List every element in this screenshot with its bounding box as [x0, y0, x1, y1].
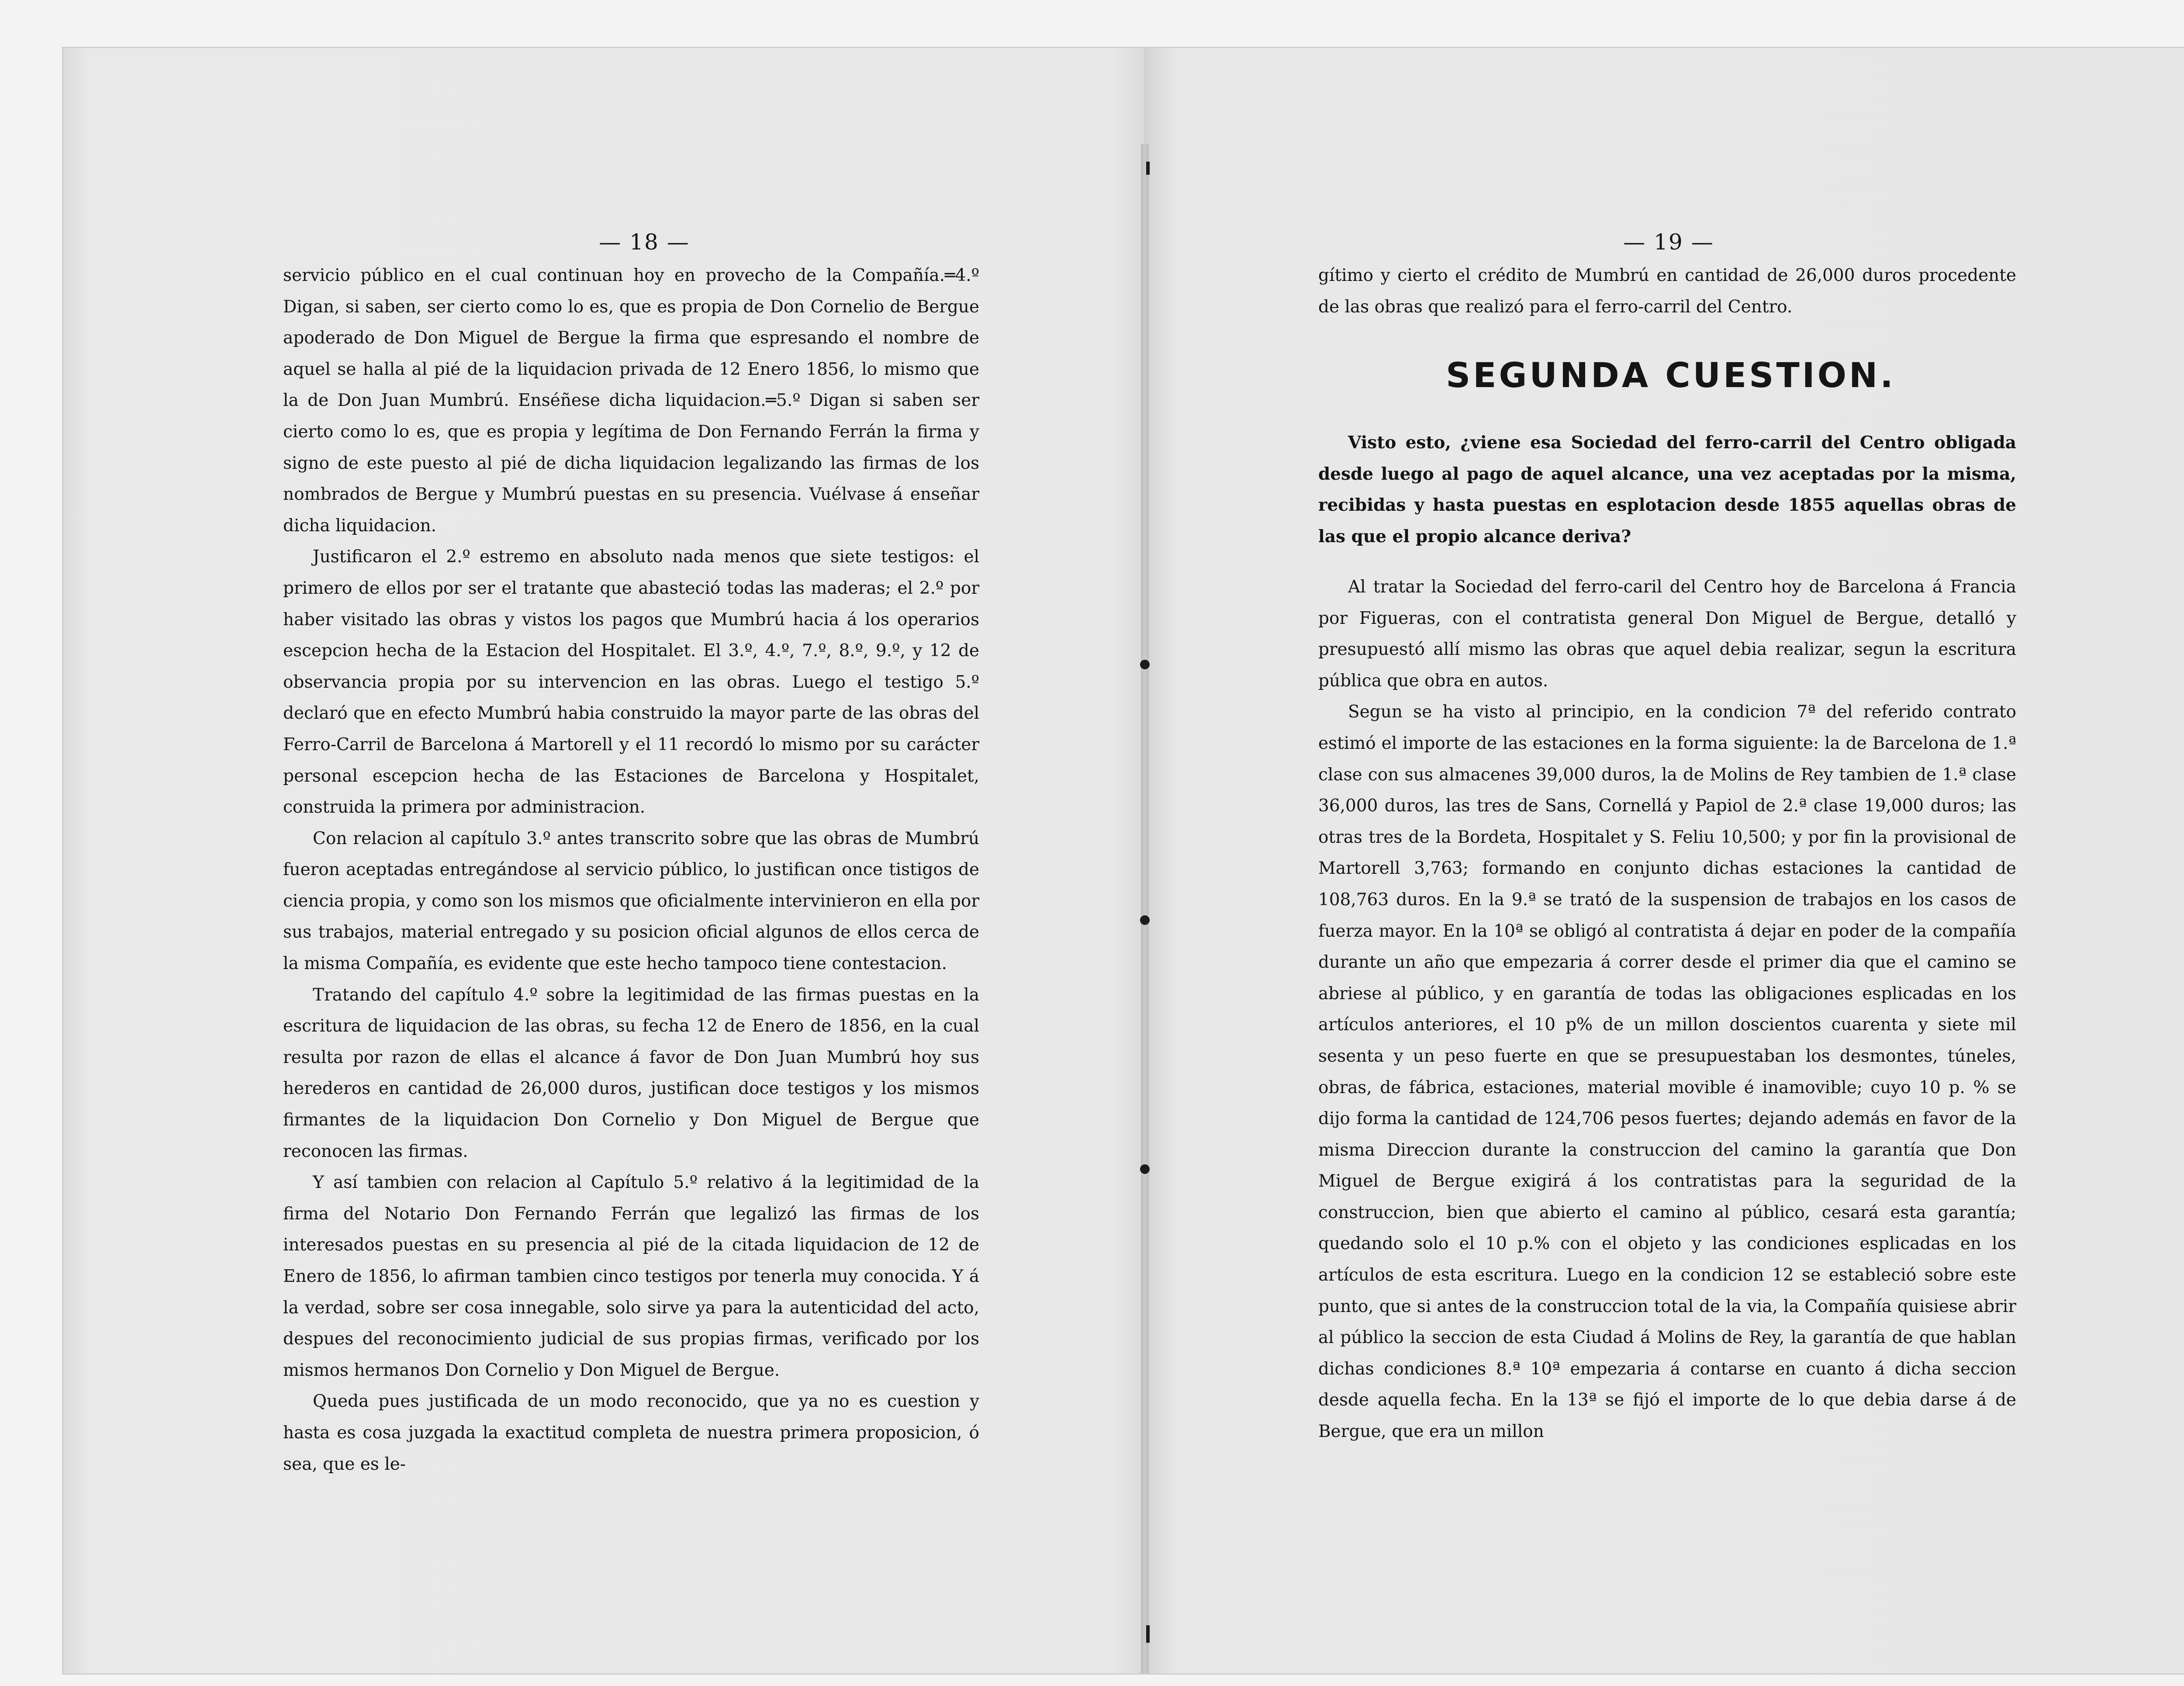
left-page-text — [283, 260, 979, 1480]
section-heading: SEGUNDA CUESTION. — [1446, 356, 1896, 395]
binding-stitch — [1140, 915, 1150, 925]
right-page-intro — [1318, 260, 2016, 322]
paragraph: gítimo y cierto el crédito de Mumbrú en cantidad de 26,000 duros procedente de las obras que realizó para el ferro-carril del Centro. — [1318, 266, 2016, 317]
question-paragraph: Visto esto, ¿viene esa Sociedad del ferro-carril del Centro obligada desde luego al pago de aquel alcance, una vez aceptadas por la misma, recibidas y hasta puestas en esplotacion desde 1855 aquellas obras de las que el propio alcance deriva? — [1318, 433, 2016, 547]
right-page-question — [1318, 427, 2016, 552]
page-number-18: — 18 — — [599, 229, 690, 255]
book-spine — [1141, 144, 1149, 1673]
right-page-text — [1318, 571, 2016, 1447]
paragraph: Justificaron el 2.º estremo en absoluto nada menos que siete testigos: el primero de ellos por ser el tratante que abasteció todas las maderas; el 2.º por haber visitado las obras y vistos los pagos que Mumbrú hacia á los operarios escepcion hecha de la Estacion del Hospitalet. El 3.º, 4.º, 7.º, 8.º, 9.º, y 12 de observancia propia por su intervencion en las obras. Luego el testigo 5.º declaró que en efecto Mumbrú habia construido la mayor parte de las obras del Ferro-Carril de Barcelona á Martorell y el 11 recordó lo mismo por su carácter personal escepcion hecha de las Estaciones de Barcelona y Hospitalet, construida la primera por administracion. — [283, 547, 979, 817]
page-number-19: — 19 — — [1623, 229, 1714, 255]
paragraph: Tratando del capítulo 4.º sobre la legitimidad de las firmas puestas en la escritura de liquidacion de las obras, su fecha 12 de Enero de 1856, en la cual resulta por razon de ellas el alcance á favor de Don Juan Mumbrú hoy sus herederos en cantidad de 26,000 duros, justifican doce testigos y los mismos firmantes de la liquidacion Don Cornelio y Don Miguel de Bergue que reconocen las firmas. — [283, 985, 979, 1161]
binding-stitch — [1140, 1164, 1150, 1174]
paragraph: Al tratar la Sociedad del ferro-caril del Centro hoy de Barcelona á Francia por Figueras, con el contratista general Don Miguel de Bergue, detalló y presupuestó allí mismo las obras que aquel debia realizar, segun la escritura pública que obra en autos. — [1318, 577, 2016, 691]
paragraph: Segun se ha visto al principio, en la condicion 7ª del referido contrato estimó el importe de las estaciones en la forma siguiente: la de Barcelona de 1.ª clase con sus almacenes 39,000 duros, la de Molins de Rey tambien de 1.ª clase 36,000 duros, las tres de Sans, Cornellá y Papiol de 2.ª clase 19,000 duros; las otras tres de la Bordeta, Hospitalet y S. Feliu 10,500; y por fin la provisional de Martorell 3,763; formando en conjunto dichas estaciones la cantidad de 108,763 duros. En la 9.ª se trató de la suspension de trabajos en los casos de fuerza mayor. En la 10ª se obligó al contratista á dejar en poder de la compañía durante un año que empezaria á correr desde el primer dia que el camino se abriese al público, y en garantía de todas las obligaciones esplicadas en los artículos anteriores, el 10 p% de un millon doscientos cuarenta y siete mil sesenta y un peso fuerte en que se presupuestaban los desmontes, túneles, obras, de fábrica, estaciones, material movible é inamovible; cuyo 10 p. % se dijo forma la cantidad de 124,706 pesos fuertes; dejando además en favor de la misma Direccion durante la construccion del camino la garantía que Don Miguel de Bergue exigirá á los contratistas para la seguridad de la construccion, bien que abierto el camino al público, cesará esta garantía; quedando solo el 10 p.% con el objeto y las condiciones esplicadas en los artículos de esta escritura. Luego en la condicion 12 se estableció sobre este punto, que si antes de la construccion total de la via, la Compañía quisiese abrir al público la seccion de esta Ciudad á Molins de Rey, la garantía de que hablan dichas condiciones 8.ª 10ª empezaria á contarse en cuanto á dicha seccion desde aquella fecha. En la 13ª se fijó el importe de lo que debia darse á de Bergue, que era un millon — [1318, 702, 2016, 1442]
paragraph: Queda pues justificada de un modo reconocido, que ya no es cuestion y hasta es cosa juzgada la exactitud completa de nuestra primera proposicion, ó sea, que es le- — [283, 1392, 979, 1474]
scan-mark — [1146, 1625, 1150, 1643]
scan-mark — [1146, 162, 1150, 175]
paragraph: servicio público en el cual continuan hoy en provecho de la Compañía.═4.º Digan, si saben, ser cierto como lo es, que es propia de Don Cornelio de Bergue apoderado de Don Miguel de Bergue la firma que espresando el nombre de aquel se halla al pié de la liquidacion privada de 12 Enero 1856, lo mismo que la de Don Juan Mumbrú. Enséñese dicha liquidacion.═5.º Digan si saben ser cierto como lo es, que es propia y legítima de Don Fernando Ferrán la firma y signo de este puesto al pié de dicha liquidacion legalizando las firmas de los nombrados de Bergue y Mumbrú puestas en su presencia. Vuélvase á enseñar dicha liquidacion. — [283, 266, 979, 536]
binding-stitch — [1140, 660, 1150, 669]
paragraph: Y así tambien con relacion al Capítulo 5.º relativo á la legitimidad de la firma del Notario Don Fernando Ferrán que legalizó las firmas de los interesados puestas en su presencia al pié de la citada liquidacion de 12 de Enero de 1856, lo afirman tambien cinco testigos por tenerla muy conocida. Y á la verdad, sobre ser cosa innegable, solo sirve ya para la autenticidad del acto, despues del reconocimiento judicial de sus propias firmas, verificado por los mismos hermanos Don Cornelio y Don Miguel de Bergue. — [283, 1173, 979, 1380]
paragraph: Con relacion al capítulo 3.º antes transcrito sobre que las obras de Mumbrú fueron aceptadas entregándose al servicio público, lo justifican once tistigos de ciencia propia, y como son los mismos que oficialmente intervinieron en ella por sus trabajos, material entregado y su posicion oficial algunos de ellos cerca de la misma Compañía, es evidente que este hecho tampoco tiene contestacion. — [283, 828, 979, 974]
